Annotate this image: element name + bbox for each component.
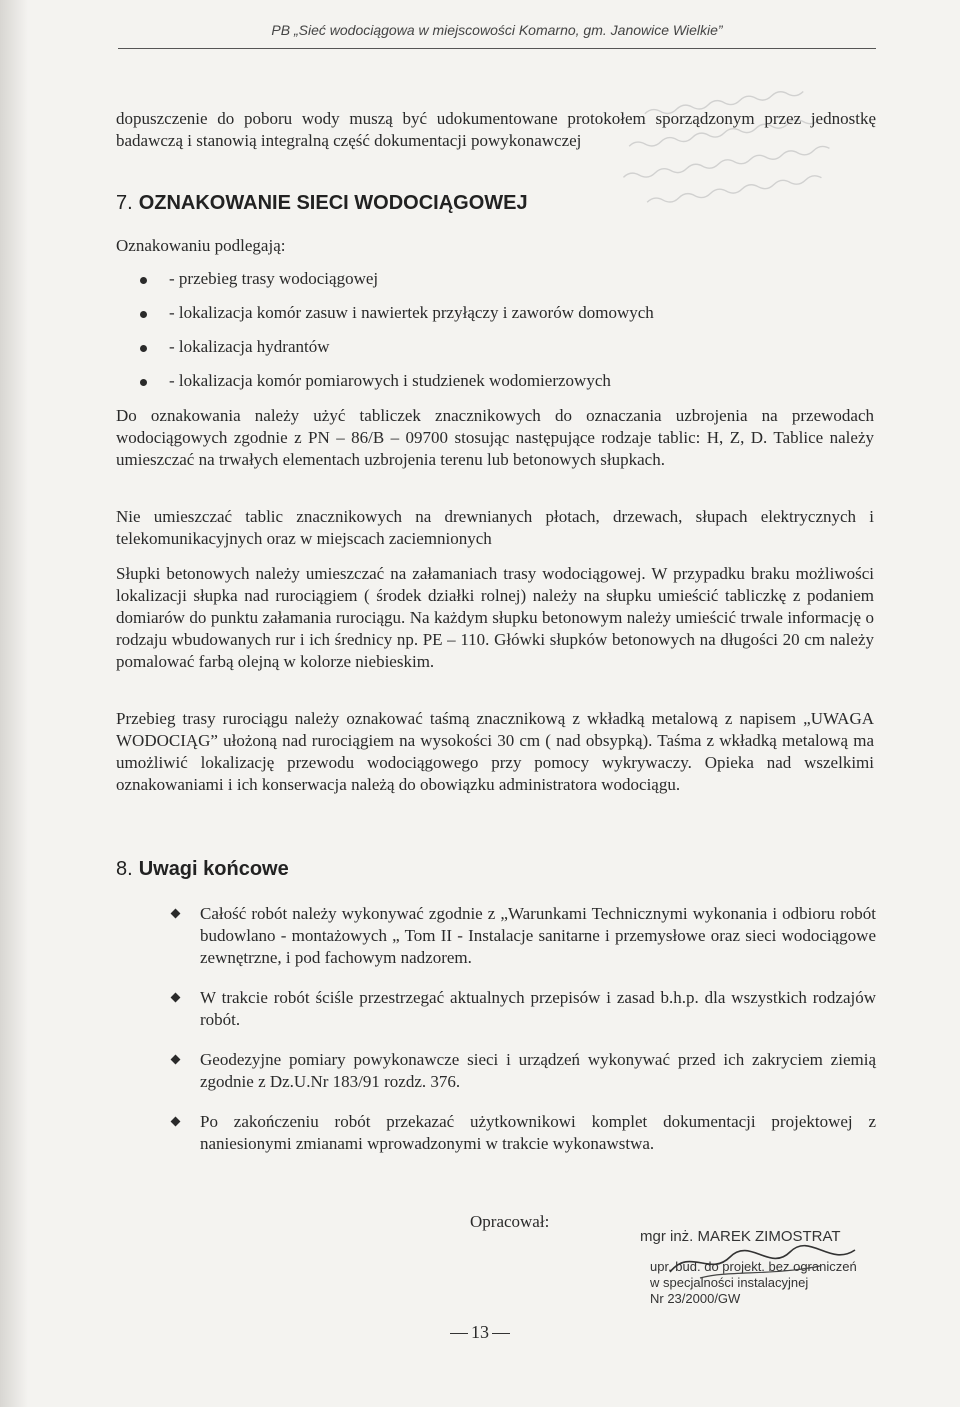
permission-line: Nr 23/2000/GW — [650, 1291, 741, 1306]
list-item-text: - lokalizacja komór zasuw i nawiertek przyłączy i zaworów domowych — [169, 303, 654, 322]
section-8-number: 8. — [116, 858, 133, 880]
section-8-heading — [116, 858, 289, 881]
signer-name: mgr inż. MAREK ZIMOSTRAT — [640, 1228, 841, 1245]
list-item — [140, 364, 654, 398]
diamond-bullet-icon — [171, 1055, 181, 1065]
scan-edge-shadow — [0, 0, 28, 1407]
list-item — [140, 330, 654, 364]
section-7-lead: Oznakowaniu podlegają: — [116, 236, 286, 255]
diamond-bullet-icon — [171, 993, 181, 1003]
list-item — [140, 262, 654, 296]
list-item-text: Po zakończeniu robót przekazać użytkownikowi komplet dokumentacji projektowej z naniesionymi zmianami wprowadzonymi w trakcie wykonawstwa. — [200, 1112, 876, 1153]
list-item-text: - przebieg trasy wodociągowej — [169, 269, 379, 288]
section-7-heading — [116, 192, 528, 215]
page-header: PB „Sieć wodociągowa w miejscowości Komarno, gm. Janowice Wielkie” — [271, 22, 723, 38]
paragraph-placement-restrictions: Nie umieszczać tablic znacznikowych na drewnianych płotach, drzewach, słupach elektrycznych i telekomunikacyjnych oraz w miejscach zaciemnionych — [116, 507, 874, 548]
paragraph-concrete-posts: Słupki betonowych należy umieszczać na załamaniach trasy wodociągowej. W przypadku braku możliwości lokalizacji słupka nad rurociągiem ( środek działki rolnej) należy na słupku umieścić tabliczkę z podaniem domiarów do punktu załamania rurociągu. Na każdym słupku betonowym należy umieścić trwale informację o rodzaju wbudowanych rur i ich średnicy np. PE – 110. Główki słupków betonowych na długości 20 cm należy pomalować farbą olejną w kolorze niebieskim. — [116, 564, 874, 671]
bullet-icon — [140, 345, 147, 352]
author-label: Opracował: — [470, 1212, 550, 1231]
bullet-icon — [140, 277, 147, 284]
dash-left — [450, 1333, 468, 1334]
list-item — [170, 1049, 876, 1093]
paragraph-marker-tape: Przebieg trasy rurociągu należy oznakować taśmą znacznikową z wkładką metalową z napisem „UWAGA WODOCIĄG” ułożoną nad rurociągiem na wysokości 30 cm ( nad obsypką). Taśma z wkładką metalową ma umożliwić lokalizację przewodu wodociągowego przy pomocy wykrywaczy. Opieka nad wszelkimi oznakowaniami i ich konserwacja należą do obowiązku administratora wodociągu. — [116, 709, 874, 794]
diamond-bullet-icon — [171, 1117, 181, 1127]
list-item — [170, 1111, 876, 1155]
header-rule — [118, 48, 876, 49]
list-item — [140, 296, 654, 330]
section-8-title: Uwagi końcowe — [138, 858, 289, 880]
signature-stamp — [640, 1228, 870, 1307]
list-item — [170, 987, 876, 1031]
bullet-icon — [140, 379, 147, 386]
permission-line: upr. bud. do projekt. bez ograniczeń — [650, 1259, 857, 1274]
section-7-title: OZNAKOWANIE SIECI WODOCIĄGOWEJ — [138, 192, 528, 214]
bullet-icon — [140, 311, 147, 318]
list-item-text: W trakcie robót ściśle przestrzegać aktualnych przepisów i zasad b.h.p. dla wszystkich rodzajów robót. — [200, 988, 876, 1029]
intro-paragraph: dopuszczenie do poboru wody muszą być udokumentowane protokołem sporządzonym przez jednostkę badawczą i stanowią integralną część dokumentacji powykonawczej — [116, 109, 876, 150]
diamond-bullet-icon — [171, 909, 181, 919]
list-item-text: Geodezyjne pomiary powykonawcze sieci i urządzeń wykonywać przed ich zakryciem ziemią zgodnie z Dz.U.Nr 183/91 rozdz. 376. — [200, 1050, 876, 1091]
handwritten-signature — [660, 1242, 860, 1282]
marking-list — [140, 262, 654, 398]
page-number — [0, 1322, 960, 1343]
dash-right — [492, 1333, 510, 1334]
list-item-text: - lokalizacja hydrantów — [169, 337, 330, 356]
page-number-value: 13 — [471, 1322, 489, 1342]
final-remarks-list — [170, 903, 876, 1173]
list-item — [170, 903, 876, 969]
permission-line: w specjalności instalacyjnej — [650, 1275, 809, 1290]
list-item-text: - lokalizacja komór pomiarowych i studzienek wodomierzowych — [169, 371, 611, 390]
paragraph-marking-signs: Do oznakowania należy użyć tabliczek znacznikowych do oznaczania uzbrojenia na przewodach wodociągowych zgodnie z PN – 86/B – 09700 stosując następujące rodzaje tablic: H, Z, D. Tablice należy umieszczać na trwałych elementach uzbrojenia terenu lub betonowych słupkach. — [116, 406, 874, 469]
list-item-text: Całość robót należy wykonywać zgodnie z „Warunkami Technicznymi wykonania i odbioru robót budowlano - montażowych „ Tom II - Instalacje sanitarne i przemysłowe oraz sieci wodociągowe zewnętrzne, i pod fachowym nadzorem. — [200, 904, 876, 967]
section-7-number: 7. — [116, 192, 133, 214]
